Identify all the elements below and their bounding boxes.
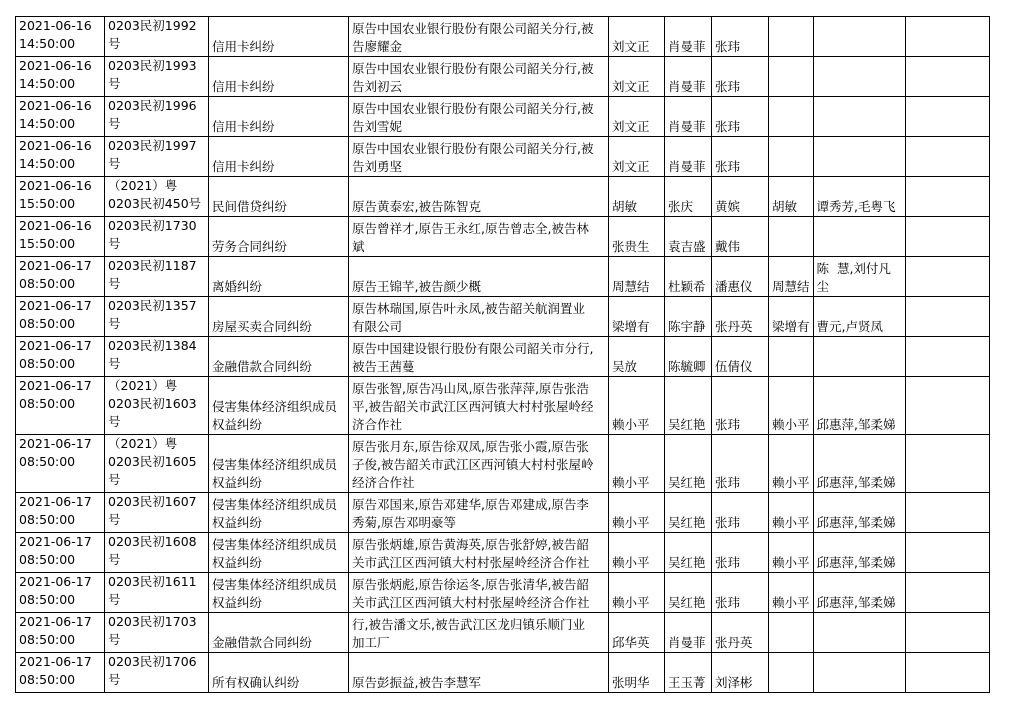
presiding-judge-cell bbox=[769, 337, 814, 377]
table-row bbox=[16, 297, 990, 337]
judge-cell: 赖小平 bbox=[609, 533, 665, 573]
clerk-cell: 肖曼菲 bbox=[665, 57, 712, 97]
clerk-cell: 王玉菁 bbox=[665, 653, 712, 693]
table-row bbox=[16, 57, 990, 97]
case-number-cell: 0203民初1706 号 bbox=[105, 653, 209, 693]
presiding-judge-cell: 赖小平 bbox=[769, 493, 814, 533]
clerk-cell: 吴红艳 bbox=[665, 435, 712, 493]
table-row bbox=[16, 493, 990, 533]
case-number-cell: 0203民初1996 号 bbox=[105, 97, 209, 137]
case-cause-cell: 侵害集体经济组织成员 权益纠纷 bbox=[209, 435, 349, 493]
hearing-time-cell: 2021-06-17 08:50:00 bbox=[16, 573, 105, 613]
judge-cell: 刘文正 bbox=[609, 17, 665, 57]
secretary-cell: 张玮 bbox=[712, 17, 769, 57]
parties-cell: 原告中国农业银行股份有限公司韶关分行,被 告廖耀金 bbox=[349, 17, 609, 57]
presiding-judge-cell bbox=[769, 653, 814, 693]
parties-cell: 原告曾祥才,原告王永红,原告曾志全,被告林 斌 bbox=[349, 217, 609, 257]
hearing-time-cell: 2021-06-17 08:50:00 bbox=[16, 493, 105, 533]
judge-cell: 梁增有 bbox=[609, 297, 665, 337]
empty-cell bbox=[905, 533, 989, 573]
judge-cell: 张明华 bbox=[609, 653, 665, 693]
table-row bbox=[16, 573, 990, 613]
judge-cell: 张贵生 bbox=[609, 217, 665, 257]
jurors-cell bbox=[813, 17, 905, 57]
empty-cell bbox=[905, 435, 989, 493]
presiding-judge-cell: 赖小平 bbox=[769, 533, 814, 573]
clerk-cell: 吴红艳 bbox=[665, 493, 712, 533]
parties-cell: 原告黄泰宏,被告陈智克 bbox=[349, 177, 609, 217]
case-number-cell: 0203民初1993 号 bbox=[105, 57, 209, 97]
hearing-time-cell: 2021-06-16 14:50:00 bbox=[16, 137, 105, 177]
jurors-cell: 谭秀芳,毛粤飞 bbox=[813, 177, 905, 217]
presiding-judge-cell bbox=[769, 137, 814, 177]
jurors-cell bbox=[813, 337, 905, 377]
presiding-judge-cell: 赖小平 bbox=[769, 573, 814, 613]
empty-cell bbox=[905, 297, 989, 337]
presiding-judge-cell: 赖小平 bbox=[769, 377, 814, 435]
judge-cell: 邱华英 bbox=[609, 613, 665, 653]
clerk-cell: 肖曼菲 bbox=[665, 97, 712, 137]
hearing-time-cell: 2021-06-17 08:50:00 bbox=[16, 377, 105, 435]
secretary-cell: 张丹英 bbox=[712, 297, 769, 337]
judge-cell: 吴放 bbox=[609, 337, 665, 377]
jurors-cell bbox=[813, 57, 905, 97]
empty-cell bbox=[905, 177, 989, 217]
clerk-cell: 吴红艳 bbox=[665, 377, 712, 435]
judge-cell: 刘文正 bbox=[609, 137, 665, 177]
case-cause-cell: 信用卡纠纷 bbox=[209, 57, 349, 97]
hearing-time-cell: 2021-06-16 15:50:00 bbox=[16, 217, 105, 257]
case-cause-cell: 侵害集体经济组织成员 权益纠纷 bbox=[209, 533, 349, 573]
clerk-cell: 杜颖希 bbox=[665, 257, 712, 297]
secretary-cell: 张玮 bbox=[712, 97, 769, 137]
parties-cell: 原告王锦芊,被告颜少概 bbox=[349, 257, 609, 297]
judge-cell: 刘文正 bbox=[609, 57, 665, 97]
presiding-judge-cell: 胡敏 bbox=[769, 177, 814, 217]
table-row bbox=[16, 17, 990, 57]
parties-cell: 原告张炳彪,原告徐运冬,原告张清华,被告韶 关市武江区西河镇大村村张屋岭经济合作社 bbox=[349, 573, 609, 613]
table-row bbox=[16, 257, 990, 297]
secretary-cell: 戴伟 bbox=[712, 217, 769, 257]
case-cause-cell: 所有权确认纠纷 bbox=[209, 653, 349, 693]
clerk-cell: 袁吉盛 bbox=[665, 217, 712, 257]
presiding-judge-cell: 赖小平 bbox=[769, 435, 814, 493]
empty-cell bbox=[905, 57, 989, 97]
jurors-cell bbox=[813, 653, 905, 693]
judge-cell: 赖小平 bbox=[609, 435, 665, 493]
case-cause-cell: 民间借贷纠纷 bbox=[209, 177, 349, 217]
case-number-cell: （2021）粤 0203民初1603 号 bbox=[105, 377, 209, 435]
judge-cell: 胡敏 bbox=[609, 177, 665, 217]
presiding-judge-cell bbox=[769, 613, 814, 653]
empty-cell bbox=[905, 257, 989, 297]
table-row bbox=[16, 613, 990, 653]
case-number-cell: 0203民初1992 号 bbox=[105, 17, 209, 57]
empty-cell bbox=[905, 377, 989, 435]
jurors-cell bbox=[813, 613, 905, 653]
parties-cell: 原告中国农业银行股份有限公司韶关分行,被 告刘雪妮 bbox=[349, 97, 609, 137]
jurors-cell bbox=[813, 137, 905, 177]
secretary-cell: 张丹英 bbox=[712, 613, 769, 653]
case-cause-cell: 侵害集体经济组织成员 权益纠纷 bbox=[209, 493, 349, 533]
clerk-cell: 吴红艳 bbox=[665, 573, 712, 613]
secretary-cell: 张玮 bbox=[712, 57, 769, 97]
presiding-judge-cell bbox=[769, 217, 814, 257]
case-cause-cell: 侵害集体经济组织成员 权益纠纷 bbox=[209, 573, 349, 613]
jurors-cell: 曹元,卢贤凤 bbox=[813, 297, 905, 337]
hearing-time-cell: 2021-06-17 08:50:00 bbox=[16, 613, 105, 653]
hearing-time-cell: 2021-06-17 08:50:00 bbox=[16, 257, 105, 297]
hearing-time-cell: 2021-06-16 14:50:00 bbox=[16, 17, 105, 57]
hearing-time-cell: 2021-06-17 08:50:00 bbox=[16, 435, 105, 493]
jurors-cell: 邱惠萍,邹柔娣 bbox=[813, 377, 905, 435]
hearing-time-cell: 2021-06-16 14:50:00 bbox=[16, 97, 105, 137]
case-number-cell: 0203民初1611 号 bbox=[105, 573, 209, 613]
case-number-cell: 0203民初1357 号 bbox=[105, 297, 209, 337]
clerk-cell: 陈宇静 bbox=[665, 297, 712, 337]
case-number-cell: 0203民初1608 号 bbox=[105, 533, 209, 573]
parties-cell: 原告林瑞国,原告叶永凤,被告韶关航润置业 有限公司 bbox=[349, 297, 609, 337]
jurors-cell bbox=[813, 97, 905, 137]
table-body bbox=[16, 17, 990, 693]
case-cause-cell: 金融借款合同纠纷 bbox=[209, 337, 349, 377]
judge-cell: 赖小平 bbox=[609, 573, 665, 613]
jurors-cell: 邱惠萍,邹柔娣 bbox=[813, 493, 905, 533]
clerk-cell: 肖曼菲 bbox=[665, 613, 712, 653]
table-row bbox=[16, 217, 990, 257]
case-cause-cell: 信用卡纠纷 bbox=[209, 97, 349, 137]
clerk-cell: 肖曼菲 bbox=[665, 17, 712, 57]
hearing-time-cell: 2021-06-17 08:50:00 bbox=[16, 533, 105, 573]
empty-cell bbox=[905, 493, 989, 533]
parties-cell: 原告中国农业银行股份有限公司韶关分行,被 告刘勇坚 bbox=[349, 137, 609, 177]
presiding-judge-cell bbox=[769, 17, 814, 57]
table-row bbox=[16, 533, 990, 573]
table-row bbox=[16, 137, 990, 177]
empty-cell bbox=[905, 217, 989, 257]
hearing-time-cell: 2021-06-17 08:50:00 bbox=[16, 337, 105, 377]
case-cause-cell: 劳务合同纠纷 bbox=[209, 217, 349, 257]
case-number-cell: 0203民初1187 号 bbox=[105, 257, 209, 297]
judge-cell: 刘文正 bbox=[609, 97, 665, 137]
empty-cell bbox=[905, 137, 989, 177]
parties-cell: 原告张智,原告冯山凤,原告张萍萍,原告张浩 平,被告韶关市武江区西河镇大村村张屋岭经 济合作社 bbox=[349, 377, 609, 435]
presiding-judge-cell bbox=[769, 57, 814, 97]
empty-cell bbox=[905, 573, 989, 613]
empty-cell bbox=[905, 17, 989, 57]
clerk-cell: 肖曼菲 bbox=[665, 137, 712, 177]
case-number-cell: 0203民初1607 号 bbox=[105, 493, 209, 533]
table-row bbox=[16, 337, 990, 377]
table-row bbox=[16, 177, 990, 217]
clerk-cell: 张庆 bbox=[665, 177, 712, 217]
case-number-cell: （2021）粤 0203民初450号 bbox=[105, 177, 209, 217]
secretary-cell: 黄嫔 bbox=[712, 177, 769, 217]
table-row bbox=[16, 653, 990, 693]
case-cause-cell: 侵害集体经济组织成员 权益纠纷 bbox=[209, 377, 349, 435]
jurors-cell bbox=[813, 217, 905, 257]
secretary-cell: 刘泽彬 bbox=[712, 653, 769, 693]
secretary-cell: 张玮 bbox=[712, 137, 769, 177]
secretary-cell: 张玮 bbox=[712, 573, 769, 613]
case-number-cell: 0203民初1997 号 bbox=[105, 137, 209, 177]
hearing-time-cell: 2021-06-17 08:50:00 bbox=[16, 653, 105, 693]
presiding-judge-cell bbox=[769, 97, 814, 137]
case-cause-cell: 离婚纠纷 bbox=[209, 257, 349, 297]
empty-cell bbox=[905, 97, 989, 137]
parties-cell: 原告邓国来,原告邓建华,原告邓建成,原告李 秀菊,原告邓明豪等 bbox=[349, 493, 609, 533]
clerk-cell: 吴红艳 bbox=[665, 533, 712, 573]
table-row bbox=[16, 97, 990, 137]
parties-cell: 原告张月东,原告徐双凤,原告张小霞,原告张 子俊,被告韶关市武江区西河镇大村村张屋岭 经济合作社 bbox=[349, 435, 609, 493]
table-row bbox=[16, 377, 990, 435]
secretary-cell: 伍倩仪 bbox=[712, 337, 769, 377]
presiding-judge-cell: 周慧结 bbox=[769, 257, 814, 297]
hearing-time-cell: 2021-06-16 15:50:00 bbox=[16, 177, 105, 217]
empty-cell bbox=[905, 613, 989, 653]
judge-cell: 赖小平 bbox=[609, 493, 665, 533]
secretary-cell: 张玮 bbox=[712, 533, 769, 573]
case-number-cell: 0203民初1730 号 bbox=[105, 217, 209, 257]
case-cause-cell: 信用卡纠纷 bbox=[209, 17, 349, 57]
empty-cell bbox=[905, 653, 989, 693]
case-number-cell: 0203民初1703 号 bbox=[105, 613, 209, 653]
jurors-cell: 邱惠萍,邹柔娣 bbox=[813, 533, 905, 573]
jurors-cell: 邱惠萍,邹柔娣 bbox=[813, 573, 905, 613]
schedule-table bbox=[15, 16, 990, 693]
jurors-cell: 邱惠萍,邹柔娣 bbox=[813, 435, 905, 493]
judge-cell: 周慧结 bbox=[609, 257, 665, 297]
parties-cell: 原告张炳雄,原告黄海英,原告张舒婷,被告韶 关市武江区西河镇大村村张屋岭经济合作社 bbox=[349, 533, 609, 573]
parties-cell: 原告中国建设银行股份有限公司韶关市分行, 被告王茜蔓 bbox=[349, 337, 609, 377]
parties-cell: 原告中国农业银行股份有限公司韶关分行,被 告刘初云 bbox=[349, 57, 609, 97]
secretary-cell: 张玮 bbox=[712, 435, 769, 493]
hearing-time-cell: 2021-06-17 08:50:00 bbox=[16, 297, 105, 337]
empty-cell bbox=[905, 337, 989, 377]
case-number-cell: 0203民初1384 号 bbox=[105, 337, 209, 377]
presiding-judge-cell: 梁增有 bbox=[769, 297, 814, 337]
jurors-cell: 陈 慧,刘付凡 尘 bbox=[813, 257, 905, 297]
clerk-cell: 陈毓卿 bbox=[665, 337, 712, 377]
case-cause-cell: 房屋买卖合同纠纷 bbox=[209, 297, 349, 337]
case-number-cell: （2021）粤 0203民初1605 号 bbox=[105, 435, 209, 493]
hearing-time-cell: 2021-06-16 14:50:00 bbox=[16, 57, 105, 97]
judge-cell: 赖小平 bbox=[609, 377, 665, 435]
case-cause-cell: 金融借款合同纠纷 bbox=[209, 613, 349, 653]
table-row bbox=[16, 435, 990, 493]
secretary-cell: 张玮 bbox=[712, 377, 769, 435]
case-cause-cell: 信用卡纠纷 bbox=[209, 137, 349, 177]
secretary-cell: 潘惠仪 bbox=[712, 257, 769, 297]
secretary-cell: 张玮 bbox=[712, 493, 769, 533]
parties-cell: 原告彭振益,被告李慧军 bbox=[349, 653, 609, 693]
parties-cell: 行,被告潘文乐,被告武江区龙归镇乐顺门业 加工厂 bbox=[349, 613, 609, 653]
